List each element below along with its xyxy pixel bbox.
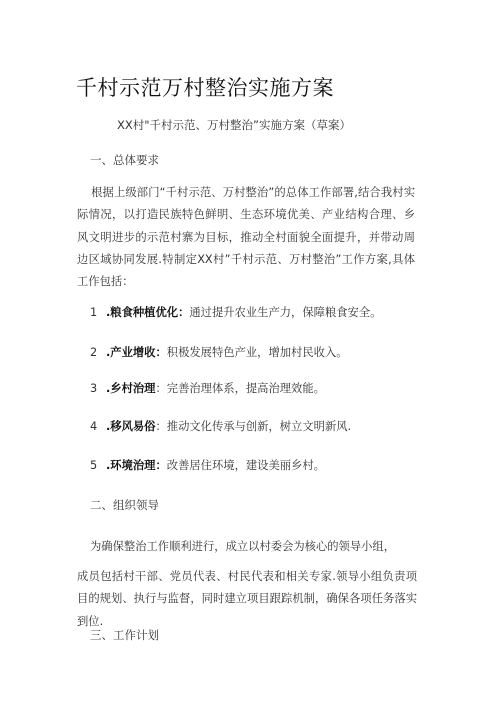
list-item-number: 1	[90, 306, 98, 319]
intro-paragraph	[77, 182, 415, 293]
list-item-number: 3	[90, 382, 98, 395]
org-paragraph: 成员包括村干部、党员代表、村民代表和相关专家.领导小组负责项目的规划、执行与监督，同时建立项目跟踪机制，确保各项任务落实到位.	[77, 570, 417, 628]
list-item-key: .移风易俗	[106, 420, 156, 433]
document-subtitle: XX村"千村示范、万村整治”实施方案（草案）	[117, 118, 352, 132]
list-item-number: 2	[90, 346, 98, 359]
list-item	[90, 457, 325, 473]
list-item-key: .粮食种植优化：	[106, 306, 190, 319]
section-heading-overall: 一、总体要求	[90, 153, 159, 167]
list-item-text: ：完善治理体系，提高治理效能。	[155, 382, 325, 395]
list-item	[90, 304, 381, 320]
intro-text: 根据上级部门“千村示范、万村整治”的总体工作部署,结合我村实际情况，以打造民族特色鲜明、生态环境优美、产业结构合理、乡风文明进步的示范村寨为目标，推动全村面貌全面提升，并带动周边区域协同发展.特制定XX村”千村示范、万村整治”工作方案,具体工作包括：	[77, 186, 415, 289]
list-item	[90, 380, 325, 396]
list-item-key: .产业增收：	[106, 346, 167, 359]
org-first-line: 为确保整治工作顺利进行，成立以村委会为核心的领导小组，	[90, 540, 396, 553]
list-item-text: ：推动文化传承与创新，树立文明新风.	[155, 420, 352, 433]
list-item-text: 改善居住环境，建设美丽乡村。	[166, 459, 325, 472]
list-item	[90, 344, 348, 360]
document-title: 千村示范万村整治实施方案	[76, 76, 334, 100]
list-item-key: .乡村治理	[106, 382, 156, 395]
section-heading-organization: 二、组织领导	[90, 498, 159, 512]
list-item-text: 通过提升农业生产力，保障粮食安全。	[189, 306, 382, 319]
list-item-text: 积极发展特色产业，增加村民收入。	[166, 346, 348, 359]
list-item-number: 4	[90, 420, 98, 433]
section-heading-plan: 三、工作计划	[90, 628, 159, 642]
list-item-key: .环境治理：	[106, 459, 167, 472]
list-item-number: 5	[90, 459, 98, 472]
list-item	[90, 418, 351, 434]
